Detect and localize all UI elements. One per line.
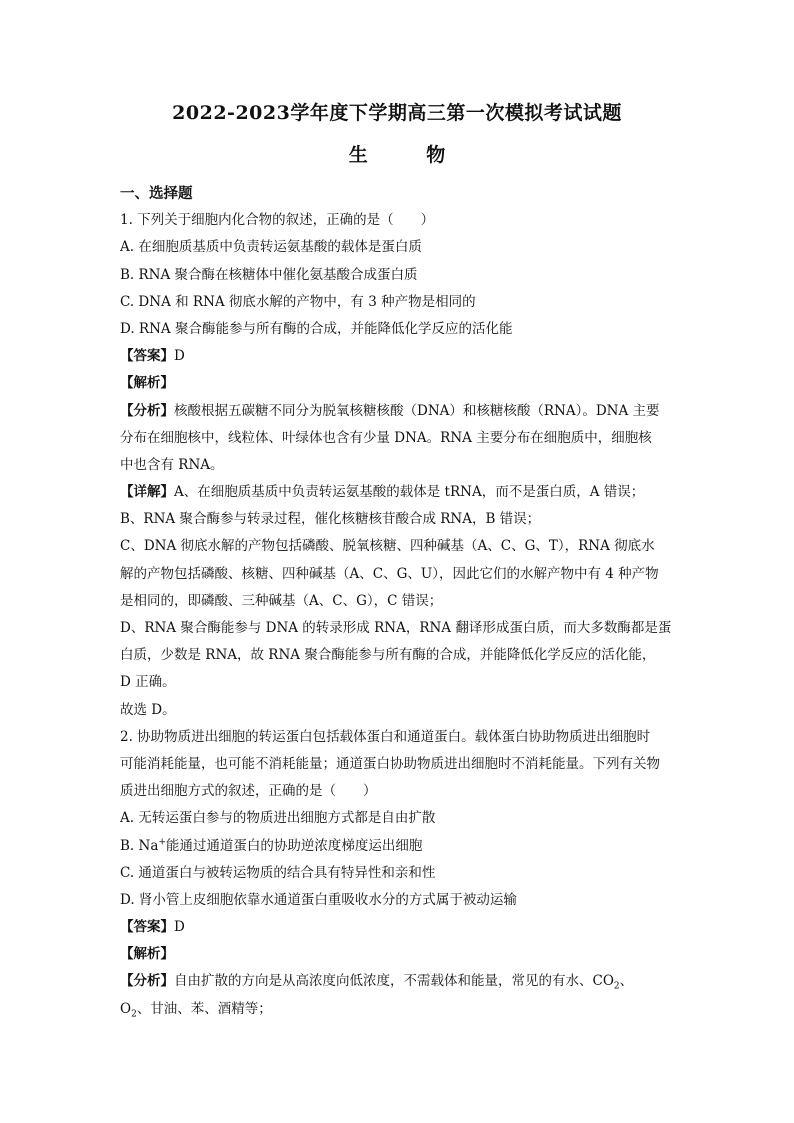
q1-analysis-tag: 【解析】 xyxy=(120,375,174,392)
q1-fenxi-line-1 xyxy=(120,398,680,425)
document-body xyxy=(120,180,680,1023)
q2-option-a: A. 无转运蛋白参与的物质进出细胞方式都是自由扩散 xyxy=(120,810,436,827)
q2-answer xyxy=(120,914,680,941)
subscript-2: 2 xyxy=(613,982,620,993)
answer-tag: 【答案】 xyxy=(120,919,174,936)
q2-fenxi-line-1 xyxy=(120,968,680,995)
option-b-text: 能通过通道蛋白的协助逆浓度梯度运出细胞 xyxy=(165,837,423,854)
option-b-prefix: B. Na xyxy=(120,837,159,854)
q2-stem-line-3: 质进出细胞方式的叙述，正确的是（ ） xyxy=(120,783,377,800)
q1-xiangjie-line-5: 是相同的，即磷酸、三种碱基（A、C、G），C 错误； xyxy=(120,592,443,609)
superscript-plus: + xyxy=(158,837,166,847)
q2-option-b xyxy=(120,833,680,860)
xiangjie-text: A、在细胞质基质中负责转运氨基酸的载体是 tRNA，而不是蛋白质，A 错误； xyxy=(174,484,645,501)
fenxi-tag: 【分析】 xyxy=(120,402,174,419)
q1-xiangjie-line-2: B、RNA 聚合酶参与转录过程，催化核糖核苷酸合成 RNA，B 错误； xyxy=(120,511,541,528)
subscript-2: 2 xyxy=(131,1009,137,1020)
q1-xiangjie-line-7: 白质，少数是 RNA，故 RNA 聚合酶能参与所有酶的合成，并能降低化学反应的活化能， xyxy=(120,647,656,664)
q1-fenxi-line-2: 分布在细胞核中，线粒体、叶绿体也含有少量 DNA。RNA 主要分布在细胞质中，细胞核 xyxy=(120,429,652,446)
fenxi-tag: 【分析】 xyxy=(120,973,174,990)
answer-tag: 【答案】 xyxy=(120,348,174,365)
q1-fenxi-line-3: 中也含有 RNA。 xyxy=(120,456,224,473)
q2-analysis-tag: 【解析】 xyxy=(120,946,174,963)
document-title: 2022-2023学年度下学期高三第一次模拟考试试题 xyxy=(172,102,622,124)
q2-option-d: D. 肾小管上皮细胞依靠水通道蛋白重吸收水分的方式属于被动运输 xyxy=(120,891,517,908)
fenxi-text: 自由扩散的方向是从高浓度向低浓度，不需载体和能量，常见的有水、CO xyxy=(174,973,614,990)
q1-answer xyxy=(120,343,680,370)
q1-xiangjie-line-8: D 正确。 xyxy=(120,674,176,691)
answer-value: D xyxy=(174,919,185,936)
fenxi-text: 核酸根据五碳糖不同分为脱氧核糖核酸（DNA）和核糖核酸（RNA）。DNA 主要 xyxy=(174,402,660,419)
q1-xiangjie-line-4: 解的产物包括磷酸、核糖、四种碱基（A、C、G、U），因此它们的水解产物中有 4 种产物 xyxy=(120,565,659,582)
q2-option-c: C. 通道蛋白与被转运物质的结合具有特异性和亲和性 xyxy=(120,864,436,881)
fenxi-text-end: 、 xyxy=(619,973,634,990)
q1-stem: 1. 下列关于细胞内化合物的叙述，正确的是（ ） xyxy=(120,212,435,229)
section-heading: 一、选择题 xyxy=(120,185,193,202)
q1-option-b: B. RNA 聚合酶在核糖体中催化氨基酸合成蛋白质 xyxy=(120,266,418,283)
q2-stem-line-1: 2. 协助物质进出细胞的转运蛋白包括载体蛋白和通道蛋白。载体蛋白协助物质进出细胞时 xyxy=(120,728,651,745)
q1-conclusion: 故选 D。 xyxy=(120,701,176,718)
q1-option-d: D. RNA 聚合酶能参与所有酶的合成，并能降低化学反应的活化能 xyxy=(120,320,513,337)
xiangjie-tag: 【详解】 xyxy=(120,484,174,501)
fenxi-text-end: 、甘油、苯、酒精等； xyxy=(136,1000,272,1017)
q1-xiangjie-line-1 xyxy=(120,479,680,506)
q1-xiangjie-line-6: D、RNA 聚合酶能参与 DNA 的转录形成 RNA，RNA 翻译形成蛋白质，而大多数酶都是蛋 xyxy=(120,620,672,636)
answer-value: D xyxy=(174,348,185,365)
q1-xiangjie-line-3: C、DNA 彻底水解的产物包括磷酸、脱氧核糖、四种碱基（A、C、G、T），RNA 彻底水 xyxy=(120,538,655,555)
fenxi-o-symbol: O xyxy=(120,1000,132,1017)
q2-fenxi-line-2 xyxy=(120,996,680,1023)
q2-stem-line-2: 可能消耗能量，也可能不消耗能量；通道蛋白协助物质进出细胞时不消耗能量。下列有关物 xyxy=(120,755,660,772)
subject-title: 生 物 xyxy=(348,144,472,166)
q1-option-c: C. DNA 和 RNA 彻底水解的产物中，有 3 种产物是相同的 xyxy=(120,293,476,310)
q1-option-a: A. 在细胞质基质中负责转运氨基酸的载体是蛋白质 xyxy=(120,239,422,256)
